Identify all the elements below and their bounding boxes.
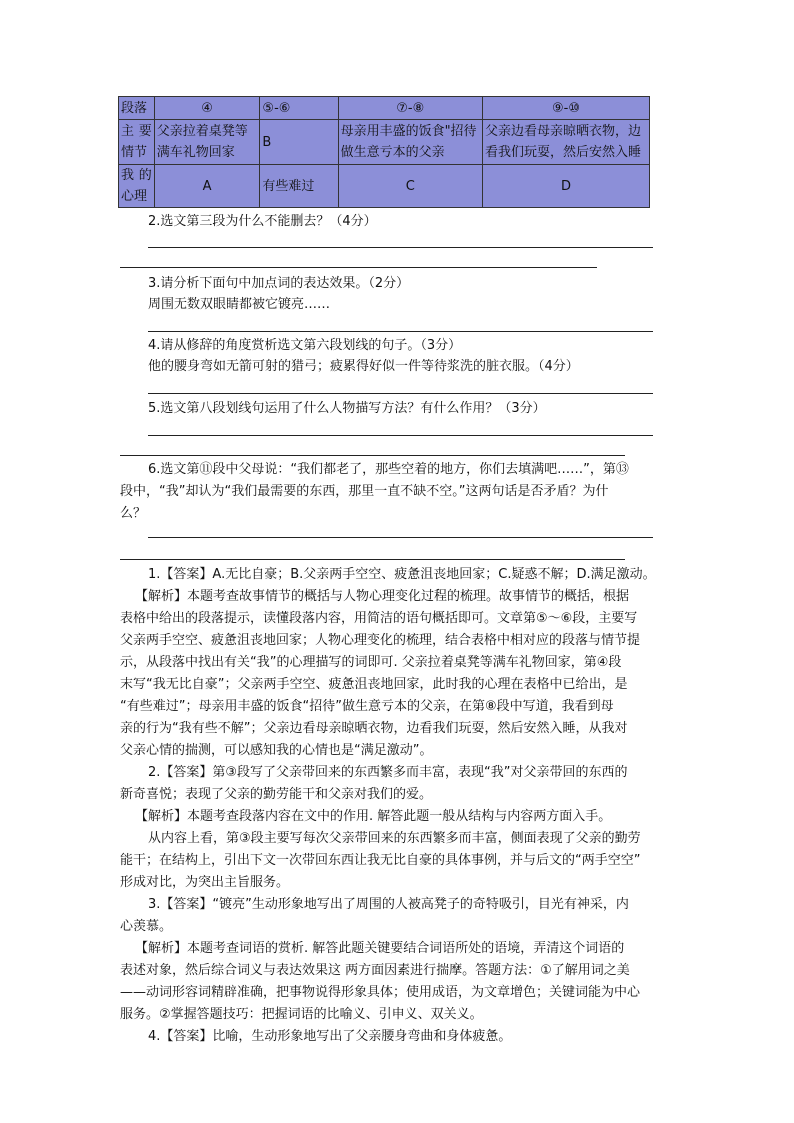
table-row-label — [119, 120, 155, 165]
table-cell-line: 看我们玩耍，然后安然入睡 — [484, 145, 641, 160]
table-cell-line: 情节 — [121, 145, 148, 160]
answer-line-text: ——动词形容词精辟准确，把事物说得形象具体；使用成语，为文章增色；关键词能为中心 — [120, 985, 641, 1000]
table-cell: B — [260, 120, 338, 165]
table-header-row — [119, 97, 650, 120]
table-cell: 有些难过 — [260, 165, 338, 208]
table-header-cell: 段落 — [119, 97, 155, 120]
table-header-cell: ⑤-⑥ — [260, 97, 338, 120]
answer-line-text: 能干；在结构上，引出下文一次带回东西让我无比自豪的具体事例，并与后文的“两手空空” — [120, 853, 641, 868]
question-6-line: 段中，“我”却认为“我们最需要的东西，那里一直不缺不空。”这两句话是否矛盾？为什 — [120, 484, 609, 499]
table-cell: C — [338, 165, 482, 208]
table-header-cell: ⑦-⑧ — [338, 97, 482, 120]
question-4-sentence: 他的腰身弯如无箭可射的猎弓；疲累得好似一件等待浆洗的脏衣服。（4分） — [148, 359, 579, 374]
answer-line — [148, 537, 653, 538]
table-cell — [338, 120, 482, 165]
answer-line — [148, 393, 653, 394]
question-2: 2.选文第三段为什么不能删去？（4分） — [148, 214, 377, 229]
table-cell: D — [482, 165, 649, 208]
answer-line — [148, 247, 653, 248]
table-cell: A — [154, 165, 260, 208]
answer-line — [148, 435, 653, 436]
table-header-cell: ④ — [154, 97, 260, 120]
table-cell-line: 我 的 — [121, 168, 152, 183]
table-cell — [154, 120, 260, 165]
answer-line-text: 父亲心情的揣测，可以感知我的心情也是“满足激动”。 — [120, 743, 433, 758]
question-3-sentence: 周围无数双眼睛都被它镀亮…… — [148, 297, 331, 312]
answer-line — [120, 559, 625, 560]
table-cell-line: 主 要 — [121, 124, 152, 139]
question-5: 5.选文第八段划线句运用了什么人物描写方法？有什么作用？（3分） — [148, 401, 546, 416]
answer-line-text: 【解析】本题考查故事情节的概括与人物心理变化过程的梳理。故事情节的概括，根据 — [135, 589, 630, 604]
answer-line-text: 从内容上看，第③段主要写每次父亲带回来的东西繁多而丰富，侧面表现了父亲的勤劳 — [148, 831, 641, 846]
answer-line-text: 【解析】本题考查词语的赏析. 解答此题关键要结合词语所处的语境，弄清这个词语的 — [135, 941, 625, 956]
answer-line — [120, 267, 597, 268]
answer-line-text: 表格中给出的段落提示，读懂段落内容，用简洁的语句概括即可。文章第⑤～⑥段，主要写 — [120, 611, 638, 626]
answer-line-text: 心羡慕。 — [120, 919, 173, 934]
table-cell — [482, 120, 649, 165]
table-cell-line: 父亲边看母亲晾晒衣物，边 — [484, 124, 641, 139]
answer-line-text: 父亲两手空空、疲惫沮丧地回家；人物心理变化的梳理，结合表格中相对应的段落与情节提 — [120, 633, 641, 648]
answer-line — [148, 331, 653, 332]
table-cell-line: 父亲拉着桌凳等 — [156, 124, 248, 139]
table-header-cell: ⑨-⑩ — [482, 97, 649, 120]
answer-line-text: 服务。②掌握答题技巧：把握词语的比喻义、引申义、双关义。 — [120, 1007, 483, 1022]
answer-line-text: 示，从段落中找出有关“我”的心理描写的词即可. 父亲拉着桌凳等满车礼物回家，第④段 — [120, 655, 622, 670]
table-row-label — [119, 165, 155, 208]
answer-line-text: 亲的行为“我有些不解”；父亲边看母亲晾晒衣物，边看我们玩耍，然后安然入睡，从我对 — [120, 721, 628, 736]
question-3: 3.请分析下面句中加点词的表达效果。（2分） — [148, 276, 410, 291]
answer-line-text: 1.【答案】A.无比自豪；B.父亲两手空空、疲惫沮丧地回家；C.疑惑不解；D.满足激动。 — [148, 567, 656, 582]
answer-line-text: 3.【答案】“镀亮”生动形象地写出了周围的人被高凳子的奇特吸引，目光有神采，内 — [148, 897, 629, 912]
table-cell-line: 心理 — [121, 189, 148, 204]
answer-line-text: 形成对比，为突出主旨服务。 — [120, 875, 290, 890]
analysis-table — [118, 96, 650, 208]
question-6-line: 6.选文第⑪段中父母说：“我们都老了，那些空着的地方，你们去填满吧……”，第⑬ — [148, 462, 629, 477]
table-row-mind — [119, 165, 650, 208]
table-cell-line: 满车礼物回家 — [156, 145, 235, 160]
answer-line — [120, 455, 625, 456]
answer-line-text: 【解析】本题考查段落内容在文中的作用. 解答此题一般从结构与内容两方面入手。 — [135, 809, 612, 824]
table-cell-line: 做生意亏本的父亲 — [340, 145, 445, 160]
answer-line-text: 2.【答案】第③段写了父亲带回来的东西繁多而丰富，表现“我”对父亲带回的东西的 — [148, 765, 628, 780]
answer-line-text: 新奇喜悦；表现了父亲的勤劳能干和父亲对我们的爱。 — [120, 787, 433, 802]
question-6-line: 么？ — [120, 506, 147, 521]
answer-line-text: 4.【答案】比喻，生动形象地写出了父亲腰身弯曲和身体疲惫。 — [148, 1029, 512, 1044]
answer-line-text: 表述对象，然后综合词义与表达效果这 两方面因素进行揣摩。答题方法：①了解用词之美 — [120, 963, 630, 978]
answer-line-text: “有些难过”；母亲用丰盛的饭食“招待”做生意亏本的父亲，在第⑧段中写道，我看到母 — [120, 699, 614, 714]
answer-line-text: 末写“我无比自豪”；父亲两手空空、疲惫沮丧地回家，此时我的心理在表格中已给出，是 — [120, 677, 628, 692]
question-4: 4.请从修辞的角度赏析选文第六段划线的句子。（3分） — [148, 338, 462, 353]
table-cell-line: 母亲用丰盛的饭食"招待 — [340, 124, 477, 139]
table-row-plot — [119, 120, 650, 165]
